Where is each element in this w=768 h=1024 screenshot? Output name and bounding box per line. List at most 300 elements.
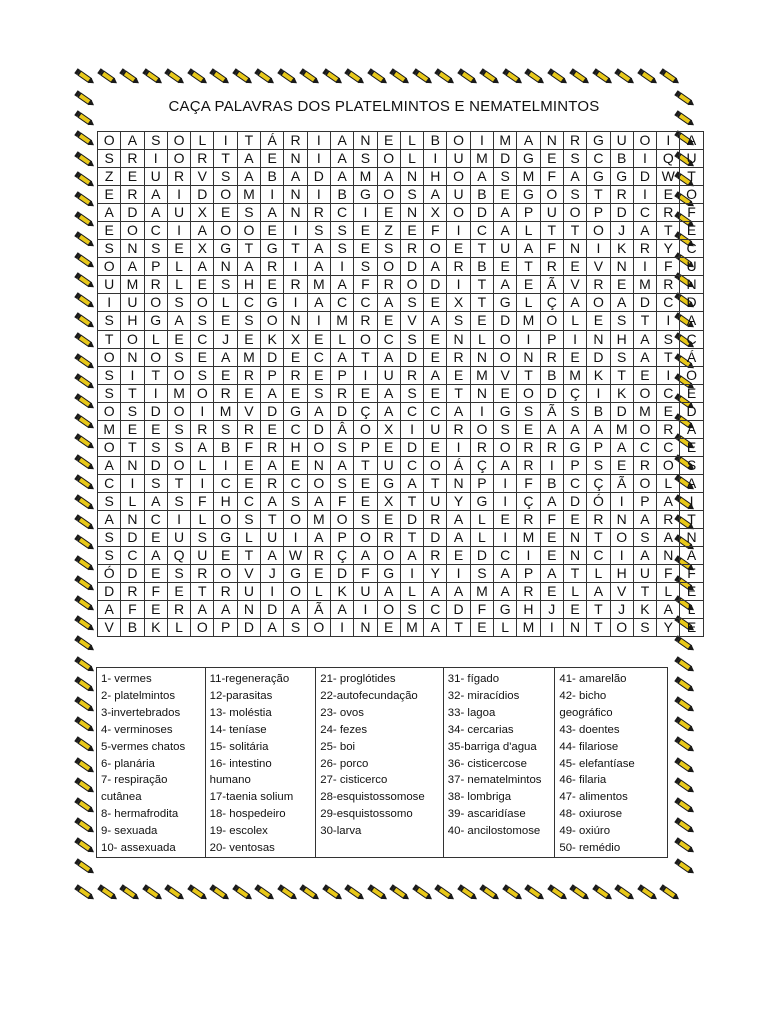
grid-cell: S <box>494 420 517 438</box>
grid-cell: O <box>307 438 330 456</box>
grid-cell: C <box>680 330 703 348</box>
grid-cell: A <box>377 384 400 402</box>
grid-cell: Ç <box>563 384 586 402</box>
grid-cell: U <box>261 529 284 547</box>
grid-cell: F <box>680 565 703 583</box>
grid-cell: N <box>447 330 470 348</box>
grid-cell: E <box>470 619 493 637</box>
grid-cell: S <box>167 294 190 312</box>
grid-cell: E <box>377 132 400 150</box>
grid-cell: T <box>261 510 284 528</box>
grid-row <box>98 186 704 204</box>
grid-cell: T <box>237 547 260 565</box>
word-item: 20- ventosas <box>209 842 275 855</box>
grid-cell: I <box>121 474 144 492</box>
grid-cell: C <box>400 456 423 474</box>
grid-cell: Z <box>377 222 400 240</box>
grid-cell: P <box>470 474 493 492</box>
grid-cell: P <box>517 565 540 583</box>
grid-row <box>98 474 704 492</box>
grid-cell: A <box>470 168 493 186</box>
grid-row <box>98 330 704 348</box>
pencil-icon <box>74 595 95 613</box>
grid-cell: S <box>330 474 353 492</box>
grid-cell: R <box>121 583 144 601</box>
grid-cell: T <box>354 456 377 474</box>
grid-cell: E <box>284 384 307 402</box>
grid-cell: A <box>633 348 656 366</box>
grid-cell: N <box>284 150 307 168</box>
grid-cell: F <box>470 601 493 619</box>
pencil-icon <box>659 68 680 86</box>
grid-cell: B <box>330 186 353 204</box>
grid-cell: Y <box>657 619 680 637</box>
grid-cell: I <box>144 384 167 402</box>
grid-cell: I <box>354 204 377 222</box>
grid-cell: U <box>540 204 563 222</box>
word-item: 14- teníase <box>209 723 267 736</box>
grid-cell: O <box>377 186 400 204</box>
word-item: 38- lombriga <box>447 791 512 804</box>
grid-cell: T <box>447 384 470 402</box>
grid-cell: O <box>284 583 307 601</box>
grid-cell: A <box>98 510 121 528</box>
pencil-icon <box>74 676 95 694</box>
grid-cell: O <box>167 456 190 474</box>
grid-cell: S <box>657 330 680 348</box>
grid-cell: A <box>400 547 423 565</box>
grid-cell: L <box>657 583 680 601</box>
grid-cell: T <box>680 510 703 528</box>
word-item: 5-vermes chatos <box>101 740 186 753</box>
grid-cell: I <box>587 240 610 258</box>
grid-cell: S <box>144 438 167 456</box>
grid-cell: L <box>470 510 493 528</box>
grid-cell: O <box>633 474 656 492</box>
grid-cell: A <box>121 258 144 276</box>
grid-cell: T <box>563 565 586 583</box>
grid-cell: G <box>517 186 540 204</box>
grid-cell: R <box>330 384 353 402</box>
grid-cell: B <box>587 402 610 420</box>
grid-cell: S <box>144 474 167 492</box>
grid-cell: G <box>494 402 517 420</box>
grid-cell: S <box>354 510 377 528</box>
word-item: 15- solitária <box>209 740 269 753</box>
grid-cell: D <box>563 492 586 510</box>
grid-cell: F <box>354 276 377 294</box>
grid-cell: R <box>307 204 330 222</box>
grid-row <box>98 420 704 438</box>
grid-cell: E <box>494 510 517 528</box>
grid-cell: R <box>144 276 167 294</box>
grid-cell: V <box>237 402 260 420</box>
grid-cell: A <box>400 474 423 492</box>
grid-cell: E <box>144 529 167 547</box>
pencil-icon <box>674 797 695 815</box>
grid-cell: G <box>214 240 237 258</box>
grid-cell: O <box>167 132 190 150</box>
grid-cell: S <box>354 258 377 276</box>
grid-cell: A <box>680 420 703 438</box>
grid-cell: O <box>424 456 447 474</box>
grid-cell: F <box>424 222 447 240</box>
grid-cell: L <box>470 330 493 348</box>
pencil-icon <box>502 884 523 902</box>
grid-cell: O <box>330 510 353 528</box>
grid-cell: C <box>284 420 307 438</box>
grid-cell: B <box>470 258 493 276</box>
grid-cell: T <box>587 529 610 547</box>
grid-cell: A <box>144 186 167 204</box>
grid-cell: C <box>587 150 610 168</box>
grid-cell: T <box>214 150 237 168</box>
grid-cell: A <box>563 168 586 186</box>
grid-cell: F <box>354 565 377 583</box>
grid-cell: R <box>540 348 563 366</box>
grid-row <box>98 150 704 168</box>
grid-cell: I <box>284 529 307 547</box>
pencil-icon <box>502 68 523 86</box>
grid-cell: O <box>377 547 400 565</box>
grid-cell: D <box>610 402 633 420</box>
grid-cell: I <box>494 492 517 510</box>
grid-cell: A <box>377 583 400 601</box>
grid-row <box>98 547 704 565</box>
grid-cell: T <box>354 348 377 366</box>
pencil-icon <box>479 884 500 902</box>
grid-cell: T <box>470 276 493 294</box>
grid-cell: S <box>98 384 121 402</box>
word-item: 41- amarelão <box>559 673 627 685</box>
grid-cell: R <box>657 276 680 294</box>
grid-cell: A <box>494 204 517 222</box>
grid-cell: E <box>237 384 260 402</box>
grid-cell: F <box>237 438 260 456</box>
grid-cell: A <box>587 583 610 601</box>
pencil-icon <box>322 68 343 86</box>
grid-cell: Q <box>167 547 190 565</box>
pencil-icon <box>74 696 95 714</box>
grid-cell: R <box>121 186 144 204</box>
grid-cell: O <box>657 456 680 474</box>
pencil-icon <box>74 333 95 351</box>
pencil-icon <box>74 68 95 86</box>
grid-cell: E <box>307 330 330 348</box>
word-item: 12-parasitas <box>209 689 273 702</box>
grid-cell: M <box>237 348 260 366</box>
grid-cell: O <box>494 438 517 456</box>
grid-cell: A <box>377 294 400 312</box>
grid-cell: C <box>563 474 586 492</box>
pencil-icon <box>614 68 635 86</box>
grid-cell: C <box>633 438 656 456</box>
grid-cell: N <box>610 258 633 276</box>
grid-cell: D <box>121 204 144 222</box>
word-item: 36- cisticercose <box>447 757 527 770</box>
grid-cell: T <box>121 438 144 456</box>
grid-cell: M <box>354 168 377 186</box>
grid-cell: D <box>261 601 284 619</box>
grid-cell: E <box>563 510 586 528</box>
grid-cell: Â <box>330 420 353 438</box>
grid-cell: C <box>98 474 121 492</box>
grid-cell: A <box>424 312 447 330</box>
grid-cell: V <box>400 312 423 330</box>
grid-cell: S <box>237 510 260 528</box>
grid-cell: D <box>330 402 353 420</box>
grid-cell: R <box>587 276 610 294</box>
grid-cell: S <box>400 384 423 402</box>
grid-cell: M <box>121 276 144 294</box>
pencil-icon <box>637 884 658 902</box>
grid-cell: A <box>610 294 633 312</box>
grid-cell: A <box>307 492 330 510</box>
grid-cell: E <box>261 222 284 240</box>
grid-cell: E <box>447 547 470 565</box>
grid-cell: N <box>587 330 610 348</box>
word-item: cutânea <box>101 791 142 804</box>
grid-cell: D <box>121 529 144 547</box>
pencil-icon <box>119 68 140 86</box>
grid-cell: T <box>563 222 586 240</box>
grid-cell: R <box>657 204 680 222</box>
grid-cell: B <box>540 474 563 492</box>
pencil-icon <box>524 884 545 902</box>
grid-cell: S <box>167 420 190 438</box>
word-item: 39- ascaridíase <box>447 808 526 821</box>
grid-cell: T <box>540 222 563 240</box>
grid-cell: O <box>447 204 470 222</box>
grid-cell: D <box>307 168 330 186</box>
grid-cell: I <box>400 420 423 438</box>
grid-cell: G <box>284 402 307 420</box>
word-item: 49- oxiúro <box>559 825 611 838</box>
grid-cell: S <box>400 601 423 619</box>
grid-cell: K <box>261 330 284 348</box>
grid-cell: N <box>470 384 493 402</box>
grid-cell: Ç <box>540 294 563 312</box>
grid-cell: S <box>354 150 377 168</box>
grid-cell: E <box>121 420 144 438</box>
grid-cell: L <box>494 619 517 637</box>
grid-cell: I <box>214 132 237 150</box>
pencil-icon <box>74 535 95 553</box>
pencil-icon <box>637 68 658 86</box>
grid-cell: T <box>517 366 540 384</box>
grid-cell: D <box>494 150 517 168</box>
grid-cell: R <box>284 366 307 384</box>
grid-cell: S <box>167 565 190 583</box>
grid-cell: T <box>167 474 190 492</box>
grid-cell: H <box>121 312 144 330</box>
grid-cell: E <box>424 384 447 402</box>
pencil-icon <box>389 68 410 86</box>
grid-cell: X <box>447 294 470 312</box>
grid-cell: L <box>400 583 423 601</box>
grid-cell: O <box>167 402 190 420</box>
word-item: 17-taenia solium <box>209 791 294 804</box>
grid-cell: N <box>354 619 377 637</box>
pencil-icon <box>367 68 388 86</box>
grid-cell: S <box>121 402 144 420</box>
grid-cell: T <box>447 619 470 637</box>
grid-cell: L <box>121 492 144 510</box>
grid-cell: S <box>98 150 121 168</box>
grid-cell: X <box>284 330 307 348</box>
pencil-icon <box>187 68 208 86</box>
word-item: 25- boi <box>320 740 356 753</box>
word-item: 23- ovos <box>320 706 364 719</box>
grid-row <box>98 276 704 294</box>
grid-cell: N <box>307 456 330 474</box>
grid-cell: O <box>98 132 121 150</box>
grid-cell: I <box>167 222 190 240</box>
grid-row <box>98 510 704 528</box>
grid-cell: L <box>517 222 540 240</box>
grid-cell: A <box>494 222 517 240</box>
grid-cell: A <box>424 258 447 276</box>
grid-cell: L <box>657 474 680 492</box>
grid-row <box>98 565 704 583</box>
grid-row <box>98 222 704 240</box>
grid-cell: G <box>377 565 400 583</box>
grid-cell: I <box>447 438 470 456</box>
grid-cell: B <box>470 186 493 204</box>
pencil-icon <box>74 232 95 250</box>
grid-cell: S <box>330 438 353 456</box>
grid-cell: L <box>400 150 423 168</box>
pencil-icon <box>74 292 95 310</box>
grid-cell: O <box>144 294 167 312</box>
grid-cell: A <box>261 456 284 474</box>
grid-cell: D <box>261 348 284 366</box>
word-item: 22-autofecundação <box>320 689 418 702</box>
pencil-icon <box>74 434 95 452</box>
grid-cell: R <box>284 276 307 294</box>
word-item: 40- ancilostomose <box>447 825 541 838</box>
grid-cell: B <box>214 438 237 456</box>
word-column <box>316 668 444 857</box>
grid-cell: E <box>307 366 330 384</box>
grid-cell: L <box>144 330 167 348</box>
pencil-icon <box>97 884 118 902</box>
grid-cell: S <box>563 150 586 168</box>
grid-cell: G <box>377 474 400 492</box>
grid-cell: E <box>191 348 214 366</box>
pencil-icon <box>74 817 95 835</box>
grid-cell: Y <box>424 565 447 583</box>
grid-cell: X <box>377 420 400 438</box>
grid-cell: D <box>237 619 260 637</box>
grid-cell: E <box>680 438 703 456</box>
grid-cell: G <box>587 132 610 150</box>
grid-cell: Z <box>98 168 121 186</box>
grid-cell: A <box>354 547 377 565</box>
pencil-icon <box>74 615 95 633</box>
pencil-icon <box>74 131 95 149</box>
grid-cell: X <box>424 204 447 222</box>
grid-cell: I <box>447 276 470 294</box>
grid-cell: C <box>587 547 610 565</box>
grid-cell: R <box>214 583 237 601</box>
grid-cell: A <box>284 168 307 186</box>
grid-cell: O <box>214 222 237 240</box>
grid-cell: S <box>400 186 423 204</box>
grid-row <box>98 168 704 186</box>
grid-cell: I <box>284 258 307 276</box>
grid-cell: I <box>633 150 656 168</box>
grid-cell: U <box>680 258 703 276</box>
grid-cell: O <box>610 619 633 637</box>
grid-cell: H <box>424 168 447 186</box>
grid-cell: R <box>377 276 400 294</box>
grid-cell: T <box>400 529 423 547</box>
pencil-icon <box>674 817 695 835</box>
grid-cell: O <box>191 619 214 637</box>
grid-cell: N <box>121 348 144 366</box>
pencil-icon <box>74 797 95 815</box>
grid-cell: A <box>494 565 517 583</box>
grid-row <box>98 132 704 150</box>
grid-cell: U <box>121 294 144 312</box>
pencil-icon <box>547 884 568 902</box>
grid-cell: R <box>563 132 586 150</box>
grid-cell: E <box>144 601 167 619</box>
grid-cell: R <box>610 186 633 204</box>
grid-cell: O <box>121 222 144 240</box>
grid-cell: O <box>680 186 703 204</box>
word-list <box>96 667 668 858</box>
grid-cell: R <box>400 240 423 258</box>
grid-cell: L <box>307 583 330 601</box>
grid-cell: S <box>98 529 121 547</box>
grid-cell: Y <box>657 240 680 258</box>
grid-cell: A <box>610 438 633 456</box>
grid-cell: A <box>121 132 144 150</box>
grid-cell: O <box>98 438 121 456</box>
grid-cell: E <box>377 438 400 456</box>
grid-cell: E <box>214 547 237 565</box>
grid-cell: T <box>470 240 493 258</box>
grid-cell: E <box>144 565 167 583</box>
grid-cell: R <box>261 258 284 276</box>
grid-cell: D <box>400 258 423 276</box>
grid-cell: A <box>261 204 284 222</box>
grid-cell: K <box>144 619 167 637</box>
grid-cell: I <box>470 402 493 420</box>
grid-cell: S <box>98 366 121 384</box>
pencil-icon <box>412 68 433 86</box>
grid-cell: E <box>237 474 260 492</box>
grid-cell: C <box>330 204 353 222</box>
pencil-icon <box>277 68 298 86</box>
grid-cell: E <box>214 204 237 222</box>
grid-cell: A <box>98 601 121 619</box>
grid-cell: C <box>214 474 237 492</box>
grid-cell: T <box>121 384 144 402</box>
grid-cell: M <box>237 186 260 204</box>
grid-cell: D <box>470 204 493 222</box>
word-column <box>555 668 667 857</box>
grid-cell: R <box>517 438 540 456</box>
word-item: 1- vermes <box>101 673 152 685</box>
grid-cell: S <box>563 186 586 204</box>
pencil-icon <box>74 474 95 492</box>
grid-cell: R <box>400 366 423 384</box>
grid-cell: I <box>307 186 330 204</box>
grid-cell: L <box>330 330 353 348</box>
